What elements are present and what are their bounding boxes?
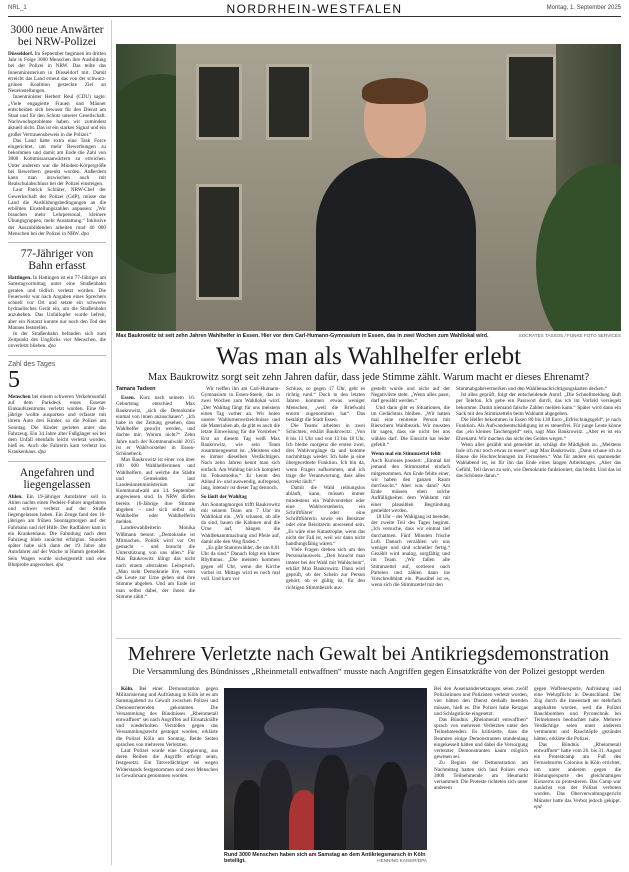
article-column xyxy=(434,686,528,864)
sidebar-divider xyxy=(111,20,112,865)
paragraph: Zu Beginn der Demonstration am Nachmittag hatten sich laut Polizei etwa 3000 Teilnehmende am Heumarkt versammelt. Die Proteste richteten sich unter anderem xyxy=(434,760,528,792)
photo-credit: HENNING KAISER/DPA xyxy=(377,858,427,864)
signature: dpa xyxy=(55,561,64,568)
author-name: Tamara Tadsen xyxy=(116,386,156,392)
article-column xyxy=(201,386,280,635)
paragraph: Das Bündnis „Rheinmetall entwaffnen“ hatte vom 26. bis 31. August ein Protestcamp am Fuß des Fernsehturms Colonius in Köln errichtet, um unter anderem gegen die Rüstungsexporte des gleichnamigen Konzerns zu protestieren. Das Camp war zunächst von der Polizei verboten worden. Das Oberverwaltungsgericht Münster hatte das Verbot jedoch gekippt. epd xyxy=(534,741,621,810)
paragraph: Auch Kurioses passiert: „Einmal hat jemand den Stimmzettel einfach mitgenommen. Am Ende fehlte einer, wir haben den ganzen Raum durchsucht.“ Aber was dann? Am Ende müssen eben solche Auffälligkeiten dem Wahlamt mit einer plausiblen Begründung gemeldet werden. xyxy=(371,458,450,514)
photo-caption xyxy=(116,333,621,339)
article-column xyxy=(116,686,218,864)
paragraph: Am Sonntagmorgen trifft Baukrowitz mit seinem Team um 7 Uhr im Wahllokal ein. „Wir schauen, ob alle da sind, bauen die Kabinen und die Urne auf, hängen die Wahlbekanntmachung und Pfeile auf, damit alle den Weg finden.“ xyxy=(201,501,280,545)
paragraph: Schluss, so gegen 17 Uhr, geht es richtig rund.“ Doch in den letzten Jahren kommen etwas weniger Menschen, „weil die Briefwahl enorm zugenommen hat“. Das bestätigt die Stadt Essen. xyxy=(286,386,365,424)
number-of-the-day-text xyxy=(8,394,106,456)
paragraph: Die Helfer bekommen in Essen 80 bis 130 Euro „Erfrischungsgeld“, je nach Funktion. Als Aufwandsentschädigung ist es steuerfrei. Für junge Leute könne das „ein kleines Taschengeld“ sein, sagt Max Baukrowitz. „Aber es ist ein Ehrenamt. Wir machen das nicht des Geldes wegen.“ xyxy=(456,417,621,442)
paragraph: „Es gibt Stammwähler, die um 8.01 Uhr da sind.“ Danach folgt ein klarer Rhythmus. „Die meisten kommen gegen elf Uhr, wenn die Kirche vorbei ist. Mittags wird es noch mal voll. Und kurz vor xyxy=(201,545,280,583)
page-header xyxy=(8,2,621,15)
paragraph: Bei den Auseinandersetzungen seien zwölf Polizistinnen und Polizisten verletzt worden, vier hätten den Dienst deshalb beenden müssen, hieß es. Die Polizei habe Reizgas und Schlagstöcke eingesetzt. xyxy=(434,686,528,717)
paragraph: Düsseldorf. Im September beginnen im dritten Jahr in Folge 3000 Menschen ihre Ausbildung bei der Polizei in NRW. Das teilte das Innenministerium in Düsseldorf mit. Damit erreicht das Land erneut das von der schwarz-grünen Koalition gesteckte Ziel an Neueinstellungen. xyxy=(8,51,106,95)
signature: dpa xyxy=(37,449,46,456)
dateline: Hattingen. xyxy=(8,275,32,282)
story-headline: 77-Jähriger von Bahn erfasst xyxy=(20,248,94,273)
number-of-the-day-kicker: Zahl des Tages xyxy=(8,360,56,368)
story-body xyxy=(8,275,106,349)
story-body xyxy=(8,494,106,568)
paragraph: Essen. Kurz nach seinem 16. Geburtstag entschied Max Baukrowitz, „sich die Demokratie einmal von innen anzuschauen“. „Ich habe in der Zeitung gesehen, dass Wahlhelfer gesucht werden, und dachte mir: Warum nicht?“ Zehn Jahre nach der Kommunalwahl 2015 ist er Wahlvorsteher in Essen-Schönebeck. xyxy=(116,395,195,458)
lead-word: Menschen xyxy=(8,393,31,400)
paragraph: Und dann gibt es Situationen, die im Gedächtnis bleiben. „Wir hatten mal eine renitente Person mit Bierschem Wahlbezirk. Wir mussten ihr sagen, dass sie nicht bei uns wählen darf. Die Einsicht hat leider gefehlt.“ xyxy=(371,404,450,448)
article-column xyxy=(116,386,195,635)
section-title: NORDRHEIN-WESTFALEN xyxy=(226,2,403,16)
subheading: So läuft der Wahltag xyxy=(201,494,247,501)
paragraph: Laut Polizei wurde eine Gruppierung, aus deren Reihen die Angriffe erfolgt seien, festgesetzt. Ein Tatverdächtiger sei wegen Widerstands festgenommen und zwei Menschen in Gewahrsam genommen worden. xyxy=(116,748,218,779)
person-figure xyxy=(316,74,486,331)
story-body xyxy=(8,51,106,237)
issue-date: Montag, 1. September 2025 xyxy=(546,5,621,11)
paragraph: Die Teams arbeiten in zwei Schichten, erklärt Baukrowitz: „Von 8 bis 13 Uhr und von 13 bis 18 Uhr. Ich bleibe morgens die ersten zwei, drei Wahlvorgänge da und komme nachmittags wieder. Ich habe ja eine übergeordnete Funktion. Ich bin da, wenn Fragen aufkommen, und ich trage die Verantwortung, dass alles korrekt läuft.“ xyxy=(286,423,365,486)
dateline: Ahlen. xyxy=(8,493,23,500)
paragraph: gegen Waffenexporte, Aufrüstung und eine Wehrpflicht in Deutschland. Der Zug durch die Innenstadt sei mehrfach angehalten worden, weil die Polizei Rauchbomben und Pyrotechnik bei Teilnehmern beobachtet habe. Mehrere Verdächtige seien unter anderem vermummt und Rauchtöpfe gezündet hätten, erklärte die Polizei. xyxy=(534,686,621,742)
paragraph: Damit die Wahl reibungslos abläuft, kann, müssen immer mindestens ein Wahlvorsteher oder eine Wahlvorsteherin, ein Schriftführer oder eine Schriftführerin sowie ein Beisitzer oder eine Beisitzerin anwesend sein. „Es wäre eine Katastrophe, wenn das nicht der Fall ist, weil wir dann nicht handlungsfähig wären.“ xyxy=(286,485,365,548)
story-body xyxy=(116,686,621,866)
paragraph: Hattingen. In Hattingen ist ein 77-Jähriger am Samstagvormittag unter eine Straßenbahn geraten und tödlich verletzt worden. Die Feuerwehr war nach Angaben eines Sprechers schnell vor Ort und setzte ein schweres hydraulisches Gerät ein, um die Straßenbahn anzuheben. Das Unfallopfer wurde befreit, aber ein Notarzt konnte nur noch den Tod des Mannes feststellen. xyxy=(8,275,106,331)
feature-subheadline: Max Baukrowitz sorgt seit zehn Jahren dafür, dass jede Stimme zählt. Warum macht er dieses Ehrenamt? xyxy=(147,372,590,383)
story-headline: Mehrere Verletzte nach Gewalt bei Antikriegsdemonstration xyxy=(127,643,610,665)
paragraph: Laut Patrick Schlüter, NRW-Chef der Gewerkschaft der Polizei (GdP), müsse das Land die Ausbildungsbedingungen an die erhöhten Einstellungszahlen anpassen: „Wir brauchen mehr Lehrpersonal, kleinere Übungsgruppen, mehr Ausstattung.“ Inklusive der Auszubildenden arbeiten rund 46 000 Menschen bei der Polizei in NRW. dpa xyxy=(8,187,106,237)
paragraph: Wenn alles gezählt und gemeldet ist, schlägt die Müdigkeit zu. „Meistens hole ich mir noch etwas zu essen“, sagt Max Baukrowitz. „Dann schaue ich zu Hause die Hochrechnungen im Fernsehen.“ Was für andere ein spannender Wahlabend ist, ist für ihn das Ende eines langen Arbeitstages. „Aber das Gefühl, Teil davon zu sein, wie Demokratie funktioniert, das bleibt. Und das ist das Schönste daran.“ xyxy=(456,441,621,479)
caption-text: Max Baukrowitz ist seit zehn Jahren Wahlhelfer in Essen. Hier vor dem Carl-Humann-Gymnasium in Essen, das in zwei Wochen zum Wahllokal wird. xyxy=(116,333,489,339)
divider xyxy=(8,242,106,243)
paragraph: Das Bündnis „Rheinmetall entwaffnen“ sprach von mehreren Verletzten unter den Teilnehmenden. Es kritisierte, dass die Beamten einige Demonstranten stundenlang eingekesselt hätten und dabei die Versorgung verletzter Demonstranten kaum möglich gewesen sei. xyxy=(434,717,528,761)
divider xyxy=(8,461,106,462)
paragraph: gestellt wurde und nicht auf der Negativliste steht. „Wenn alles passt, darf gewählt werden.“ xyxy=(371,386,450,405)
paragraph: Max Baukrowitz ist einer von über 100 000 Wahlhelferinnen und Wahlhelfern, auf welche die Städte und Gemeinden laut Landesinnenministerium zur Kommunalwahl am 14. September angewiesen sind. In NRW dürfen bereits 16-Jährige ihre Stimme abgeben – und sich selbst als Wahlhelfer oder Wahlhelferin melden. xyxy=(116,457,195,526)
article-column xyxy=(456,386,621,635)
subheading: Wenn mal ein Stimmzettel fehlt xyxy=(371,451,441,458)
feature-headline: Was man als Wahlhelfer erlebt xyxy=(215,343,522,370)
dateline: Düsseldorf. xyxy=(8,51,34,57)
dateline: Essen. xyxy=(121,395,135,402)
paragraph: Landeswahlleiterin Monika Wißmann betont: „Demokratie ist Mitmachen. Politik wird vor Ort gemacht – und braucht die Unterstützung von uns allen.“ Für Max Baukrowitz klingt das nicht nach einem abstrakten Leitspruch. „Man sieht Demokratie live, wenn die Leute zur Urne gehen und ihre Stimme abgeben. Und am Ende ist man selbst dabei, der ihnen die Stimme zählt.“ xyxy=(116,525,195,600)
demonstration-photo xyxy=(224,688,427,850)
paragraph: Ist alles geprüft, folgt der entscheidende Anruf. „Die Schnellmeldung läuft per Telefon. Ich gebe ein Passwort durch, das ich im Vorfeld versiegelt bekomme. Damit niemand falsche Zahlen melden kann.“ Später wird dann ein Sack mit den Stimmzetteln beim Wahlamt abgegeben. xyxy=(456,392,621,417)
paragraph: Wir treffen ihn am Carl-Humann-Gymnasium in Essen-Steele, das in zwei Wochen zum Wahllokal wird. „Der Wahltag fängt für uns meistens einen Tag vorher an. Wir holen unsere Wahlurnenverzeichnisse und die Materialien ab, da gibt es auch die letzte Einweisung für die Vorsteher.“ Erst an diesem Tag weiß Max Baukrowitz, wie sein Team zusammengesetzt ist. „Meistens sind es immer dieselben Verdächtigen. Nach zehn Jahren kennt man sich einfach. Am Wahltag bin ich komplett im Fokusmodus.“ Er kennt den Ablauf in- und auswendig, aufregend, lang, intensiv ist dieser Tag dennoch. xyxy=(201,386,280,492)
article-column xyxy=(534,686,621,864)
paragraph: Stimmabgabevermerken und den Wahlbenachrichtigungskarten decken.“ xyxy=(456,386,608,392)
photo-credit: SOCRATES TASSOS / FUNKE FOTO SERVICES xyxy=(518,333,621,338)
page-number: NRL_1 xyxy=(8,5,27,11)
paragraph: Das Land hatte extra eine Task Force eingerichtet, um mehr Bewerbungen zu bekommen und damit am Ende die Zahl von 3000 Kommissarsanwärtern zu erreichen. Unter anderem war die Mindest-Körpergröße bei Bewerbern gesenkt worden. Außerdem kann man inzwischen auch mit Realschulabschluss bei der Polizei einsteigen. xyxy=(8,137,106,188)
number-of-the-day: 5 xyxy=(8,366,20,393)
signature: dpa xyxy=(81,230,89,237)
article-column xyxy=(286,386,365,635)
paragraph: Köln. Bei einer Demonstration gegen Militarisierung und Aufrüstung in Köln ist es am Samstagabend zu Gewalt zwischen Polizei und Demonstrierenden gekommen. Die Versammlung des Bündnisses „Rheinmetall entwaffnen“ sei nach Angriffen auf Einsatzkräfte und wiederholten Verstößen gegen das Versammlungsrecht gestoppt worden, erklärte die Polizei Köln am Sonntag. Beide Seiten sprachen von mehreren Verletzten. xyxy=(116,686,218,748)
photo-caption xyxy=(224,852,427,865)
story-subheadline: Die Versammlung des Bündnisses „Rheinmetall entwaffnen“ musste nach Angriffen gegen Einsatzkräfte von der Polizei gestoppt werden xyxy=(132,666,605,676)
text-body: bei einem schweren Verkehrsunfall auf dem Parkdeck eines Essener Einkaufszentrums verletzt worden. Eine 60-jährige wollte ausparken und erfasste mit ihrem Auto drei Kinder, so die Polizei am Sonntag. Die Kinder gerieten unter das Fahrzeug. Ein 34 Jahre alter Fußgänger sei bei dem Unfall ebenfalls leicht verletzt worden, hieß es. Auch die Fahrerin kam verletzt ins Krankenhaus. xyxy=(8,393,106,456)
feature-body xyxy=(116,386,621,635)
story-headline: 3000 neue Anwärter bei NRW-Polizei xyxy=(10,24,104,48)
header-rule xyxy=(8,16,621,17)
paragraph: Innenminister Herbert Reul (CDU) sagte: „Viele engagierte Frauen und Männer entscheiden sich bewusst für den Dienst am Staat und für den Schutz unserer Gesellschaft. Nachwuchsprobleme haben wir zumindest aktuell nicht. Das ist ein starkes Signal und ein großer Vertrauensbeweis in die Polizei.“ xyxy=(8,94,106,138)
caption-text: Rund 3000 Menschen haben sich am Samstag an dem Antikriegsmarsch in Köln beteiligt. xyxy=(224,852,426,865)
paragraph: In der Straßenbahn befanden sich zum Zeitpunkt des Unglücks vier Menschen, die unverletzt blieben. dpa xyxy=(8,330,106,350)
paragraph: Viele Fragen drehen sich um den Personalausweis. „Den braucht man immer bei der Wahl mit Wahlschein“, erklärt Max Baukrowitz. Dann wird geprüft, ob der Schein zur Person gehört, ob er gültig ist, für den richtigen Stimmbezirk aus- xyxy=(286,547,365,591)
section-rule xyxy=(116,638,621,639)
text-body: Ein 19-jähriger Autofahrer soll in Ahlen nachts einen Pedelec-Fahrer angefahren und schwer verletzt auf der Straße liegengelassen haben. Ein Zeuge fand den 16-jährigen am frühen Sonntagmorgen auf der Fahrbahn und rief Hilfe. Der Radfahrer kam in ein Krankenhaus. Die Fahndung nach dem Fahrzeug blieb zunächst erfolglos. Stunden später habe sich dann der 19 Jahre alte Autofahrer auf der Wache in Hamm gemeldet. Sein Wagen wurde sichergestellt und eine Blutprobe angeordnet. xyxy=(8,493,106,568)
sidebar xyxy=(8,20,106,568)
story-headline: Angefahren und liegengelassen xyxy=(19,466,95,491)
feature-photo xyxy=(116,44,621,331)
article-column xyxy=(371,386,450,635)
dateline: Köln. xyxy=(121,686,134,692)
signature: dpa xyxy=(47,343,56,350)
paragraph: 18 Uhr – der Wahlgang ist beendet, der zweite Teil des Tages beginnt. „Ich versuche, dass wir einmal tief durchatmen. Fünf Minuten frische Luft. Danach verzählen wir uns weniger und sind schneller fertig.“ Gezählt wird analog, sorgfältig und im Team. „Wir fallen alle Stimmzettel auf, sortieren nach Parteien und zählen dann ins Vorschreibblatt ein. Plausibel ist es, wenn sich die Stimmzettel mit den xyxy=(371,514,450,589)
divider xyxy=(8,355,106,356)
signature: epd xyxy=(534,803,542,810)
